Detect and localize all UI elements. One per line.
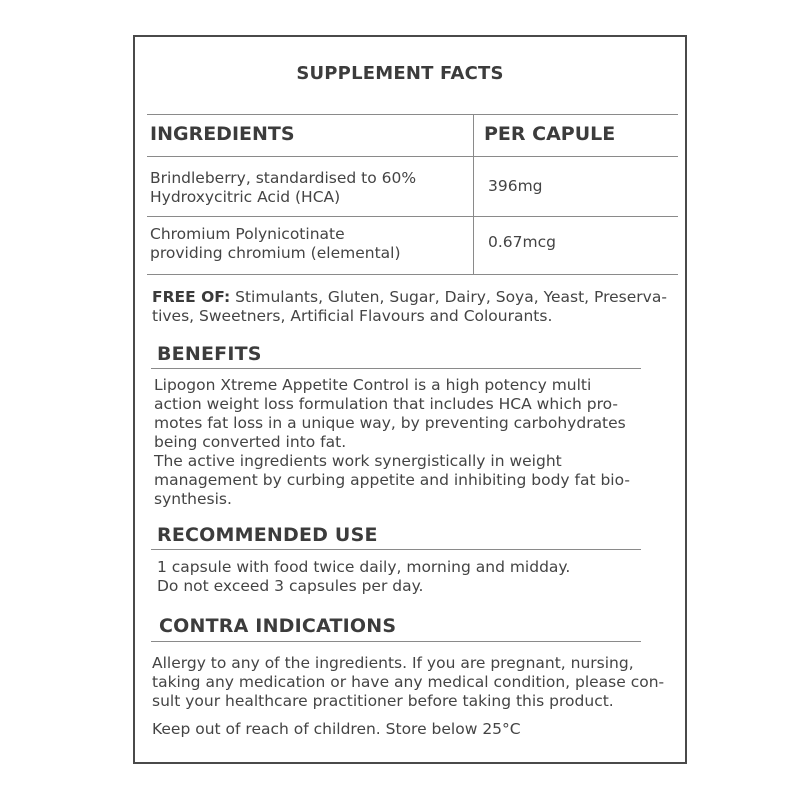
- label-title: SUPPLEMENT FACTS: [296, 63, 504, 84]
- benefits-rule: [151, 368, 641, 369]
- contra-indications-rule: [151, 641, 641, 642]
- ingredient-amount: 0.67mcg: [488, 233, 556, 251]
- free-of-statement: [152, 288, 672, 326]
- recommended-use-heading: RECOMMENDED USE: [157, 524, 378, 546]
- table-column-divider: [473, 114, 474, 274]
- ingredient-name-continued: providing chromium (elemental): [150, 244, 401, 262]
- column-header-per-capsule: PER CAPULE: [484, 123, 616, 145]
- contra-indications-line: sult your healthcare practitioner before taking this product.: [152, 692, 614, 710]
- free-of-list-continued: tives, Sweetners, Artificial Flavours and Colourants.: [152, 307, 553, 325]
- table-bottom-rule: [147, 274, 678, 275]
- contra-indications-line: taking any medication or have any medical condition, please con-: [152, 673, 665, 691]
- table-row-rule: [147, 216, 678, 217]
- contra-indications-heading: CONTRA INDICATIONS: [159, 615, 397, 637]
- benefits-line: Lipogon Xtreme Appetite Control is a high potency multi: [154, 376, 592, 394]
- free-of-label: FREE OF:: [152, 288, 231, 306]
- benefits-line: synthesis.: [154, 490, 232, 508]
- ingredient-name-continued: Hydroxycitric Acid (HCA): [150, 188, 341, 206]
- recommended-use-rule: [151, 549, 641, 550]
- ingredient-amount: 396mg: [488, 177, 543, 195]
- ingredient-name: Chromium Polynicotinate: [150, 225, 345, 243]
- benefits-heading: BENEFITS: [157, 343, 262, 365]
- recommended-use-line: Do not exceed 3 capsules per day.: [157, 577, 424, 595]
- benefits-line: management by curbing appetite and inhibiting body fat bio-: [154, 471, 630, 489]
- benefits-line: being converted into fat.: [154, 433, 347, 451]
- recommended-use-line: 1 capsule with food twice daily, morning and midday.: [157, 558, 571, 576]
- free-of-list: Stimulants, Gluten, Sugar, Dairy, Soya, Yeast, Preserva-: [230, 288, 667, 306]
- benefits-line: motes fat loss in a unique way, by preventing carbohydrates: [154, 414, 626, 432]
- column-header-ingredients: INGREDIENTS: [150, 123, 295, 145]
- benefits-line: action weight loss formulation that includes HCA which pro-: [154, 395, 618, 413]
- table-top-rule: [147, 114, 678, 115]
- ingredient-name: Brindleberry, standardised to 60%: [150, 169, 417, 187]
- contra-indications-line: Allergy to any of the ingredients. If you are pregnant, nursing,: [152, 654, 634, 672]
- storage-instructions: Keep out of reach of children. Store below 25°C: [152, 720, 521, 738]
- benefits-line: The active ingredients work synergistically in weight: [154, 452, 562, 470]
- table-header-rule: [147, 156, 678, 157]
